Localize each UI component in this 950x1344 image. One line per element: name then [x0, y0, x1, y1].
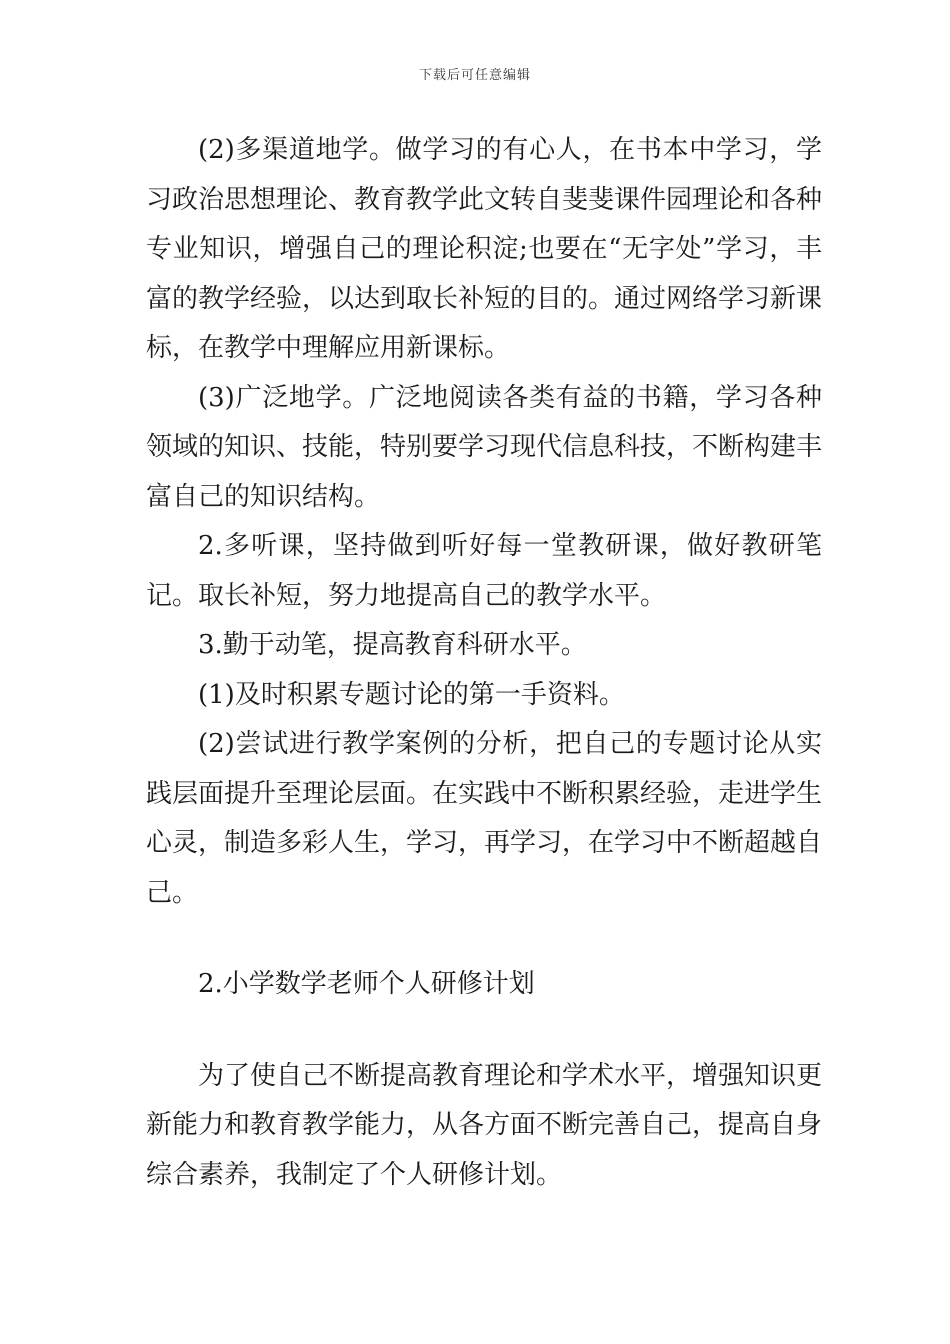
paragraph-broad-learning: (3)广泛地学。广泛地阅读各类有益的书籍，学习各种领域的知识、技能，特别要学习现代信息科技，不断构建丰富自己的知识结构。 [146, 382, 823, 512]
paragraph-case-analysis: (2)尝试进行教学案例的分析，把自己的专题讨论从实践层面提升至理论层面。在实践中不断积累经验，走进学生心灵，制造多彩人生，学习，再学习，在学习中不断超越自己。 [146, 729, 823, 908]
paragraph-multichannel-learning: (2)多渠道地学。做学习的有心人，在书本中学习，学习政治思想理论、教育教学此文转自斐斐课件园理论和各种专业知识，增强自己的理论积淀;也要在“无字处”学习，丰富的教学经验，以达到取长补短的目的。通过网络学习新课标，在教学中理解应用新课标。 [146, 135, 823, 363]
paragraph-intro: 为了使自己不断提高教育理论和学术水平，增强知识更新能力和教育教学能力，从各方面不断完善自己，提高自身综合素养，我制定了个人研修计划。 [146, 1060, 823, 1190]
section-heading: 2.小学数学老师个人研修计划 [198, 969, 535, 999]
page-header-note: 下载后可任意编辑 [418, 68, 531, 83]
paragraph-accumulate-materials: (1)及时积累专题讨论的第一手资料。 [198, 679, 625, 710]
paragraph-diligent-writing: 3.勤于动笔，提高教育科研水平。 [198, 630, 587, 660]
paragraph-attend-lessons: 2.多听课，坚持做到听好每一堂教研课，做好教研笔记。取长补短，努力地提高自己的教学水平。 [146, 531, 822, 611]
document-body [146, 126, 822, 1200]
